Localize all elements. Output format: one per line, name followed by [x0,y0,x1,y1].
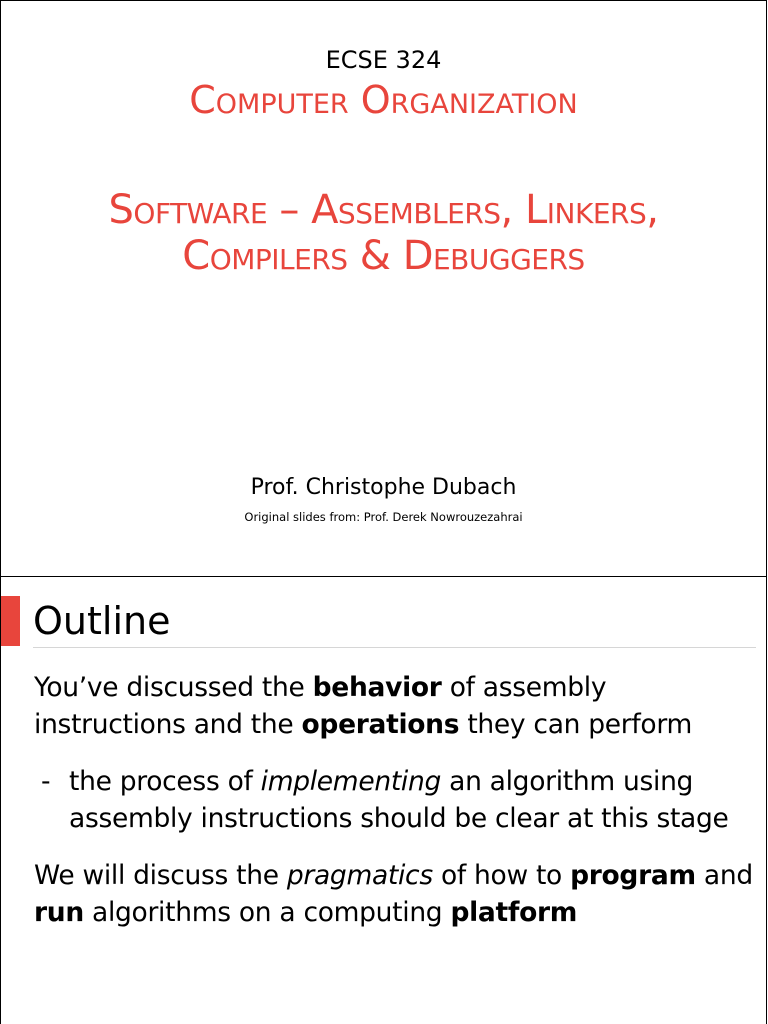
credits-text: Original slides from: Prof. Derek Nowrouzezahrai [244,510,523,524]
p3-text-3: and [695,860,753,891]
p1-text-1: You’ve discussed the [34,672,313,703]
p2-text-2: an algorithm using assembly instructions should be clear at this stage [69,766,729,834]
outline-bullet-item [69,763,760,837]
course-name: Computer Organization [189,78,578,122]
p2-italic-implementing: implementing [260,766,441,797]
bullet-marker: - [41,766,51,797]
p1-bold-behavior: behavior [312,672,442,703]
author-name [1,474,766,502]
course-code: ECSE 324 [325,46,442,74]
p1-text-3: they can perform [459,709,692,740]
p3-italic-pragmatics: pragmatics [286,860,433,891]
slide-credits [1,509,766,525]
p3-text-2: of how to [432,860,571,891]
outline-paragraph-1 [34,669,760,743]
heading-divider [33,647,756,648]
lecture-title-line1: Software – Assemblers, Linkers, [108,187,659,233]
p3-bold-run: run [34,897,84,928]
author-text: Prof. Christophe Dubach [250,475,517,500]
p3-text-4: algorithms on a computing [83,897,451,928]
p3-bold-program: program [570,860,696,891]
lecture-title-line2: Compilers & Debuggers [182,233,585,279]
slide-heading: Outline [33,599,171,643]
p3-text-1: We will discuss the [34,860,287,891]
p3-bold-platform: platform [450,897,578,928]
outline-slide [0,577,767,1024]
outline-paragraph-2 [34,857,760,931]
p1-text-2: of assembly instructions and the [34,672,607,740]
heading-accent-bar [1,596,20,646]
p2-text-1: the process of [69,766,261,797]
p1-bold-operations: operations [301,709,460,740]
